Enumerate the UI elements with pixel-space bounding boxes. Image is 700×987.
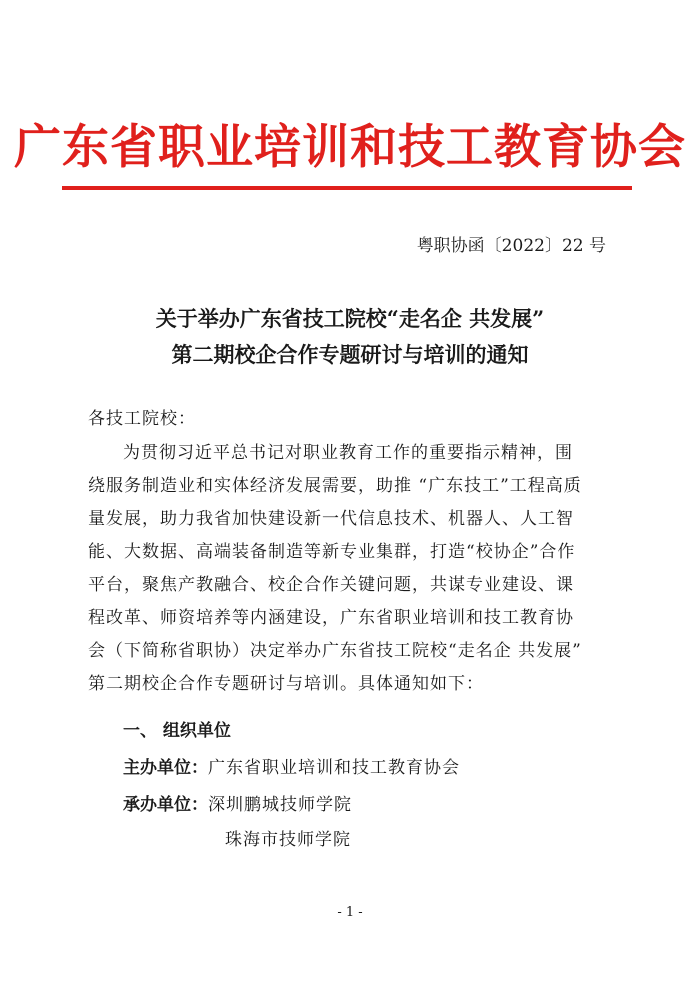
organizer-unit-value-2: 珠海市技师学院 bbox=[225, 830, 351, 850]
page-number: - 1 - bbox=[337, 905, 363, 920]
section-heading-organizers: 一、 组织单位 bbox=[123, 721, 231, 741]
organizer-unit-label: 承办单位： bbox=[123, 795, 208, 815]
host-unit-row bbox=[123, 753, 460, 783]
notice-title-line-1: 关于举办广东省技工院校“走名企 共发展” bbox=[155, 306, 545, 331]
notice-title-line-2: 第二期校企合作专题研讨与培训的通知 bbox=[171, 342, 529, 367]
letterhead-red-rule bbox=[62, 186, 632, 190]
host-unit-label: 主办单位： bbox=[123, 758, 208, 778]
body-line: 程改革、师资培养等内涵建设，广东省职业培训和技工教育协 bbox=[88, 608, 574, 628]
organizer-unit-row bbox=[123, 790, 352, 820]
body-line: 会（下简称省职协）决定举办广东省技工院校“走名企 共发展” bbox=[88, 641, 582, 661]
document-number: 粤职协函〔2022〕22 号 bbox=[416, 236, 606, 256]
body-line: 第二期校企合作专题研讨与培训。具体通知如下： bbox=[88, 674, 484, 694]
body-line: 量发展，助力我省加快建设新一代信息技术、机器人、人工智 bbox=[88, 509, 574, 529]
body-line: 平台，聚焦产教融合、校企合作关键问题，共谋专业建设、课 bbox=[88, 575, 574, 595]
body-paragraph bbox=[88, 437, 612, 701]
body-line: 能、大数据、高端装备制造等新专业集群，打造“校协企”合作 bbox=[88, 542, 576, 562]
organizer-unit-value-1: 深圳鹏城技师学院 bbox=[208, 795, 352, 815]
host-unit-value: 广东省职业培训和技工教育协会 bbox=[208, 758, 460, 778]
body-line: 为贯彻习近平总书记对职业教育工作的重要指示精神，围 bbox=[123, 443, 573, 463]
body-line: 绕服务制造业和实体经济发展需要，助推 “广东技工”工程高质 bbox=[88, 476, 582, 496]
salutation: 各技工院校： bbox=[88, 409, 196, 429]
letterhead-org-name: 广东省职业培训和技工教育协会 bbox=[14, 120, 686, 175]
